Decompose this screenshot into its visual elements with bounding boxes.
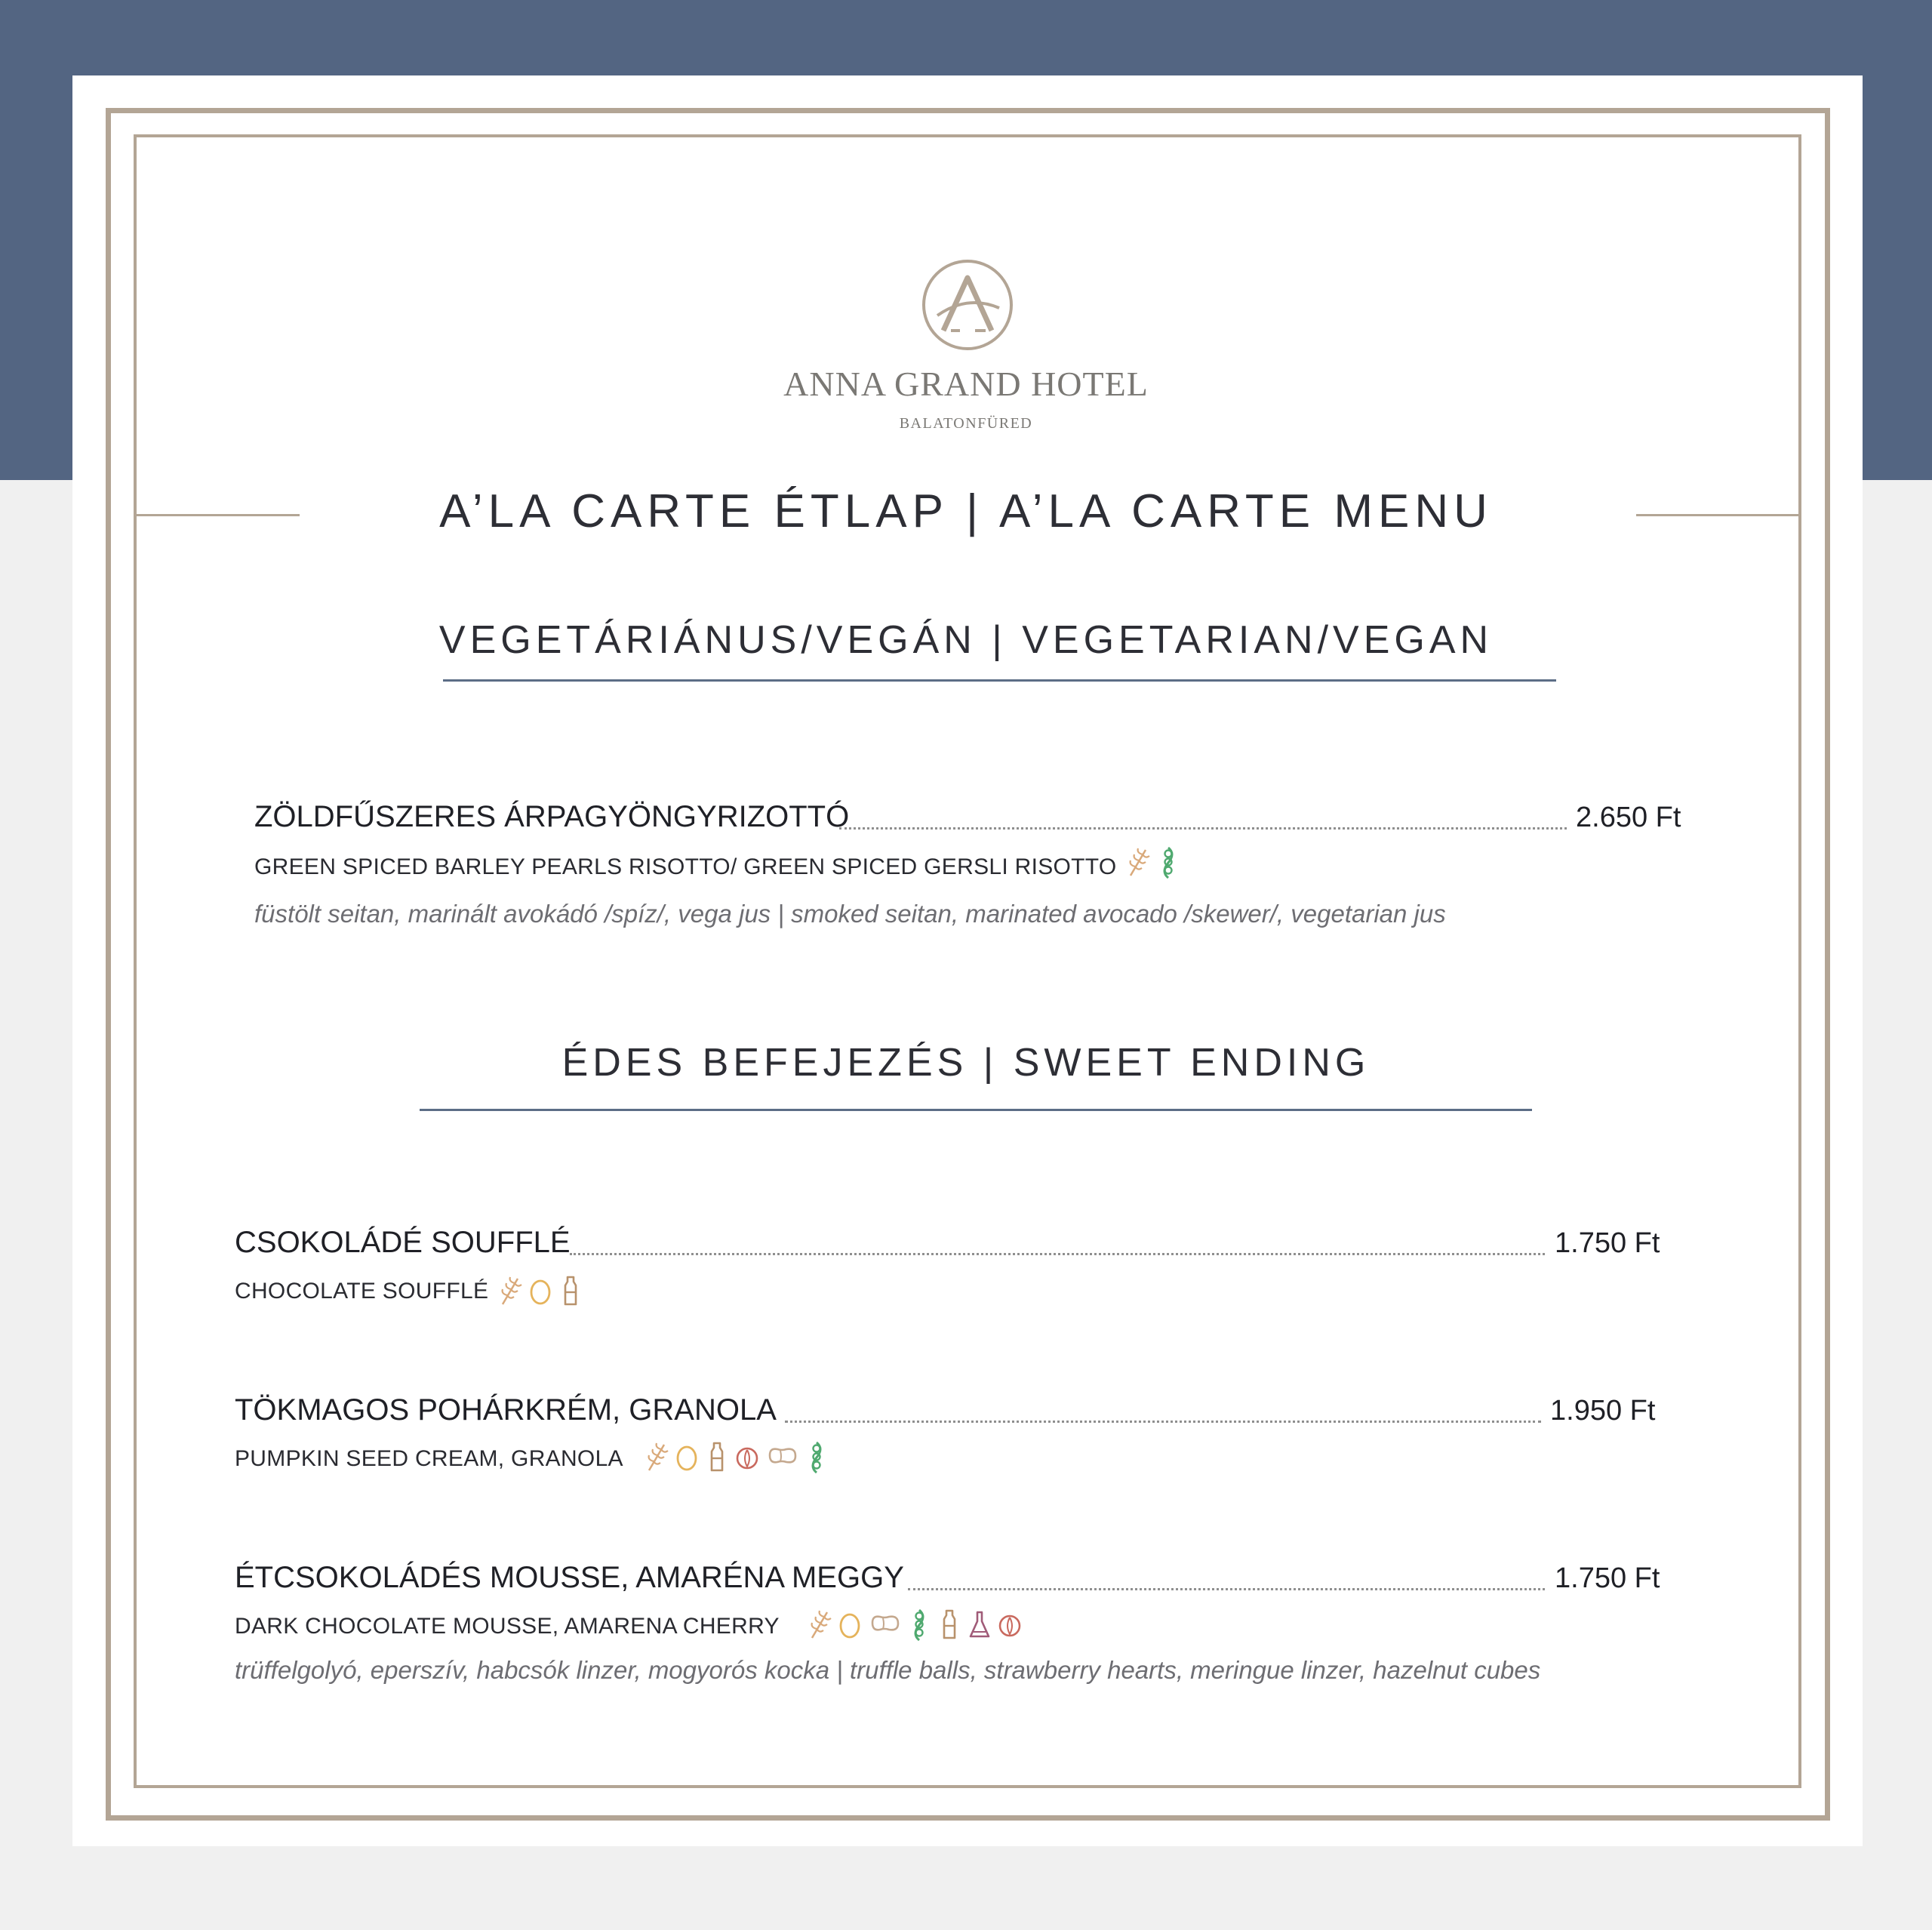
item-subtitle: CHOCOLATE SOUFFLÉ [235, 1279, 489, 1304]
soy-icon [804, 1440, 829, 1473]
dot-leader [570, 1253, 1545, 1255]
sulphite-icon [968, 1608, 992, 1641]
soy-icon [1156, 845, 1180, 879]
nut-icon [735, 1440, 759, 1473]
item-description: füstölt seitan, marinált avokádó /spíz/, vega jus | smoked seitan, marinated avocado /skewer/, vegetarian jus [254, 900, 1446, 928]
item-price: 1.750 Ft [1555, 1227, 1660, 1259]
hotel-name: ANNA GRAND HOTEL [783, 365, 1149, 403]
item-price: 1.750 Ft [1555, 1562, 1660, 1594]
egg-icon [675, 1440, 699, 1473]
anna-grand-logo-icon [921, 258, 1014, 352]
item-description: trüffelgolyó, eperszív, habcsók linzer, mogyorós kocka | truffle balls, strawberry hearts, meringue linzer, hazelnut cubes [235, 1656, 1541, 1684]
section-title-vegetarian: VEGETÁRIÁNUS/VEGÁN | VEGETARIAN/VEGAN [438, 618, 1494, 662]
dot-leader [785, 1421, 1541, 1423]
wheat-icon [645, 1440, 669, 1473]
wheat-icon [808, 1608, 832, 1641]
allergen-list [1126, 845, 1180, 879]
milk-icon [705, 1440, 729, 1473]
item-name: TÖKMAGOS POHÁRKRÉM, GRANOLA [235, 1393, 777, 1427]
item-name: ZÖLDFŰSZERES ÁRPAGYÖNGYRIZOTTÓ [254, 800, 850, 833]
item-subtitle: PUMPKIN SEED CREAM, GRANOLA [235, 1446, 623, 1471]
wheat-icon [1126, 845, 1150, 879]
item-price: 2.650 Ft [1576, 802, 1681, 833]
allergen-list [645, 1440, 829, 1473]
dot-leader [839, 827, 1567, 830]
item-subtitle: DARK CHOCOLATE MOUSSE, AMARENA CHERRY [235, 1614, 780, 1639]
menu-title: A’LA CARTE ÉTLAP | A’LA CARTE MENU [439, 485, 1493, 537]
item-name: CSOKOLÁDÉ SOUFFLÉ [235, 1226, 571, 1259]
section-rule-sweet [420, 1109, 1532, 1111]
item-price: 1.950 Ft [1550, 1395, 1656, 1427]
milk-icon [558, 1274, 583, 1307]
nut-icon [998, 1608, 1022, 1641]
soy-icon [907, 1608, 931, 1641]
peanut-icon [765, 1440, 798, 1473]
egg-icon [838, 1608, 862, 1641]
section-rule-vegetarian [443, 679, 1556, 682]
milk-icon [937, 1608, 961, 1641]
hotel-city: BALATONFÜRED [899, 415, 1033, 432]
dot-leader [908, 1588, 1545, 1590]
item-name: ÉTCSOKOLÁDÉS MOUSSE, AMARÉNA MEGGY [235, 1561, 904, 1594]
egg-icon [528, 1274, 552, 1307]
allergen-list [808, 1608, 1022, 1641]
item-subtitle: GREEN SPICED BARLEY PEARLS RISOTTO/ GREEN SPICED GERSLI RISOTTO [254, 854, 1117, 879]
wheat-icon [498, 1274, 522, 1307]
peanut-icon [868, 1608, 901, 1641]
allergen-list [498, 1274, 583, 1307]
section-title-sweet: ÉDES BEFEJEZÉS | SWEET ENDING [561, 1041, 1371, 1085]
